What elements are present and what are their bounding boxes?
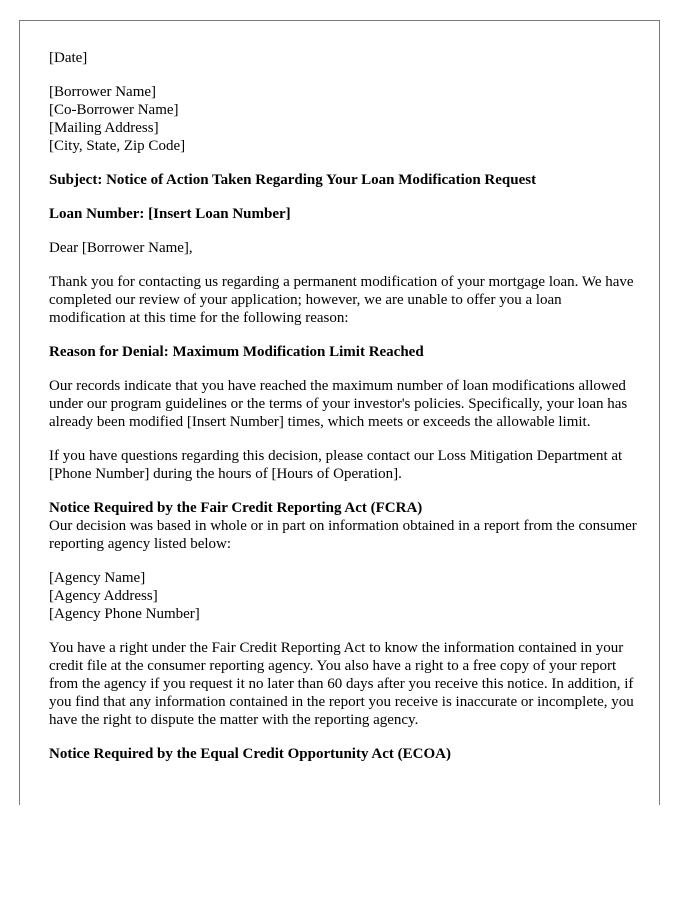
fcra-paragraph: Our decision was based in whole or in part on information obtained in a report from the consumer reporting agency listed below: (49, 518, 637, 552)
fcra-heading: Notice Required by the Fair Credit Reporting Act (FCRA) (49, 500, 423, 516)
ecoa-heading: Notice Required by the Equal Credit Opportunity Act (ECOA) (49, 746, 451, 762)
agency-address: [Agency Address] (49, 588, 158, 604)
loan-number: Loan Number: [Insert Loan Number] (49, 206, 291, 222)
letter-date: [Date] (49, 50, 88, 66)
reason-paragraph: Our records indicate that you have reached the maximum number of loan modifications allowed under our program guidelines or the terms of your investor's policies. Specifically, your loan has already been modified [Insert Number] times, which meets or exceeds the allowable limit. (49, 378, 628, 430)
reason-heading: Reason for Denial: Maximum Modification Limit Reached (49, 344, 424, 360)
letter-body (49, 49, 639, 779)
agency-name: [Agency Name] (49, 570, 146, 586)
agency-block (49, 569, 639, 623)
letter-subject: Subject: Notice of Action Taken Regarding Your Loan Modification Request (49, 172, 537, 188)
agency-phone: [Agency Phone Number] (49, 606, 200, 622)
recipient-block (49, 83, 639, 155)
letter-page (19, 20, 660, 805)
contact-paragraph: If you have questions regarding this decision, please contact our Loss Mitigation Department at [Phone Number] during the hours of [Hours of Operation]. (49, 448, 623, 482)
fcra-rights-paragraph: You have a right under the Fair Credit Reporting Act to know the information contained in your credit file at the consumer reporting agency. You also have a right to a free copy of your report from the agency if you request it no later than 60 days after you receive this notice. In addition, if you find that any information contained in the report you receive is inaccurate or incomplete, you have the right to dispute the matter with the reporting agency. (49, 640, 634, 728)
recipient-city-state-zip: [City, State, Zip Code] (49, 138, 186, 154)
salutation: Dear [Borrower Name], (49, 240, 193, 256)
recipient-borrower-name: [Borrower Name] (49, 84, 157, 100)
intro-paragraph: Thank you for contacting us regarding a permanent modification of your mortgage loan. We have completed our review of your application; however, we are unable to offer you a loan modification at this time for the following reason: (49, 274, 634, 326)
recipient-co-borrower-name: [Co-Borrower Name] (49, 102, 179, 118)
recipient-mailing-address: [Mailing Address] (49, 120, 159, 136)
